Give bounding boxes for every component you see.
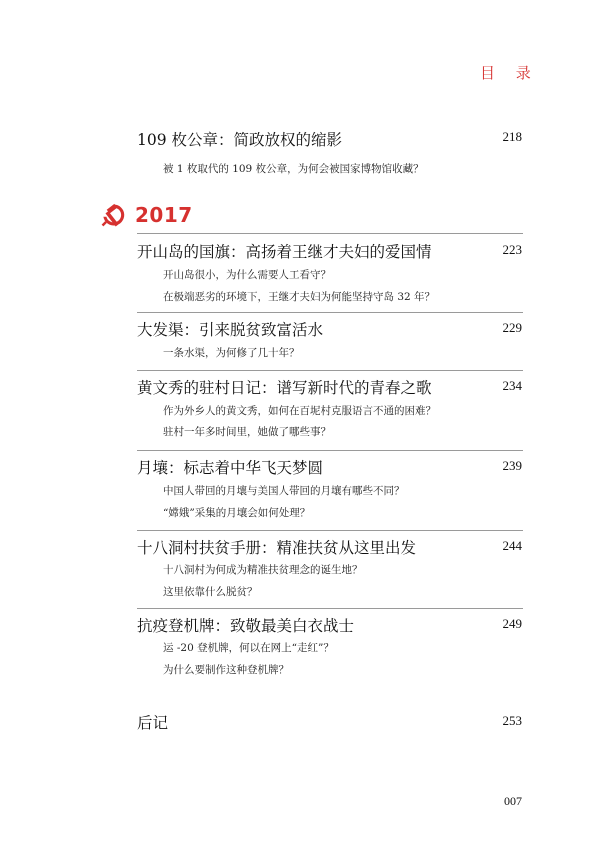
toc-entry-title[interactable]: 十八洞村扶贫手册：精准扶贫从这里出发 bbox=[137, 539, 417, 557]
toc-heading: 目 录 bbox=[480, 64, 539, 82]
toc-entry-title[interactable]: 抗疫登机牌：致敬最美白衣战士 bbox=[137, 617, 355, 635]
toc-entry-title[interactable]: 大发渠：引来脱贫致富活水 bbox=[137, 321, 324, 339]
section-divider bbox=[137, 370, 523, 371]
toc-entry-question: 驻村一年多时间里，她做了哪些事？ bbox=[163, 426, 331, 438]
year-marker bbox=[99, 200, 193, 230]
toc-entry-page: 249 bbox=[502, 616, 522, 631]
section-divider bbox=[137, 608, 523, 609]
toc-entry-question: 一条水渠，为何修了几十年？ bbox=[163, 347, 300, 359]
toc-afterword-title[interactable]: 后记 bbox=[137, 714, 169, 732]
toc-entry-page: 223 bbox=[502, 242, 522, 257]
year-label: 2017 bbox=[135, 203, 193, 227]
toc-entry-question: 在极端恶劣的环境下，王继才夫妇为何能坚持守岛 32 年？ bbox=[163, 291, 436, 303]
section-divider bbox=[137, 312, 523, 313]
section-divider bbox=[137, 530, 523, 531]
toc-entry-page: 244 bbox=[502, 538, 522, 553]
hammer-and-sickle-icon bbox=[99, 201, 127, 229]
toc-afterword-page: 253 bbox=[502, 713, 522, 728]
toc-entry-page: 218 bbox=[502, 129, 522, 144]
toc-entry-title[interactable]: 月壤：标志着中华飞天梦圆 bbox=[137, 459, 324, 477]
toc-entry-page: 239 bbox=[502, 458, 522, 473]
toc-entry-title[interactable]: 黄文秀的驻村日记：谱写新时代的青春之歌 bbox=[137, 379, 432, 397]
toc-entry-question: 中国人带回的月壤与美国人带回的月壤有哪些不同？ bbox=[163, 485, 405, 497]
toc-entry-question: 十八洞村为何成为精准扶贫理念的诞生地？ bbox=[163, 564, 363, 576]
toc-entry-page: 234 bbox=[502, 378, 522, 393]
toc-entry-question: “嫦娥”采集的月壤会如何处理？ bbox=[163, 507, 311, 519]
toc-entry-question: 开山岛很小，为什么需要人工看守？ bbox=[163, 269, 331, 281]
page-number: 007 bbox=[504, 794, 522, 808]
toc-entry-question: 为什么要制作这种登机牌？ bbox=[163, 664, 289, 676]
toc-entry-title[interactable]: 109 枚公章：简政放权的缩影 bbox=[137, 131, 343, 149]
toc-entry-question: 被 1 枚取代的 109 枚公章，为何会被国家博物馆收藏？ bbox=[163, 163, 424, 175]
section-divider bbox=[137, 233, 523, 234]
section-divider bbox=[137, 450, 523, 451]
toc-entry-question: 作为外乡人的黄文秀，如何在百坭村克服语言不通的困难？ bbox=[163, 405, 436, 417]
toc-entry-title[interactable]: 开山岛的国旗：高扬着王继才夫妇的爱国情 bbox=[137, 243, 432, 261]
toc-entry-question: 运 -20 登机牌，何以在网上“走红”？ bbox=[163, 642, 334, 654]
toc-entry-question: 这里依靠什么脱贫？ bbox=[163, 586, 258, 598]
toc-entry-page: 229 bbox=[502, 320, 522, 335]
